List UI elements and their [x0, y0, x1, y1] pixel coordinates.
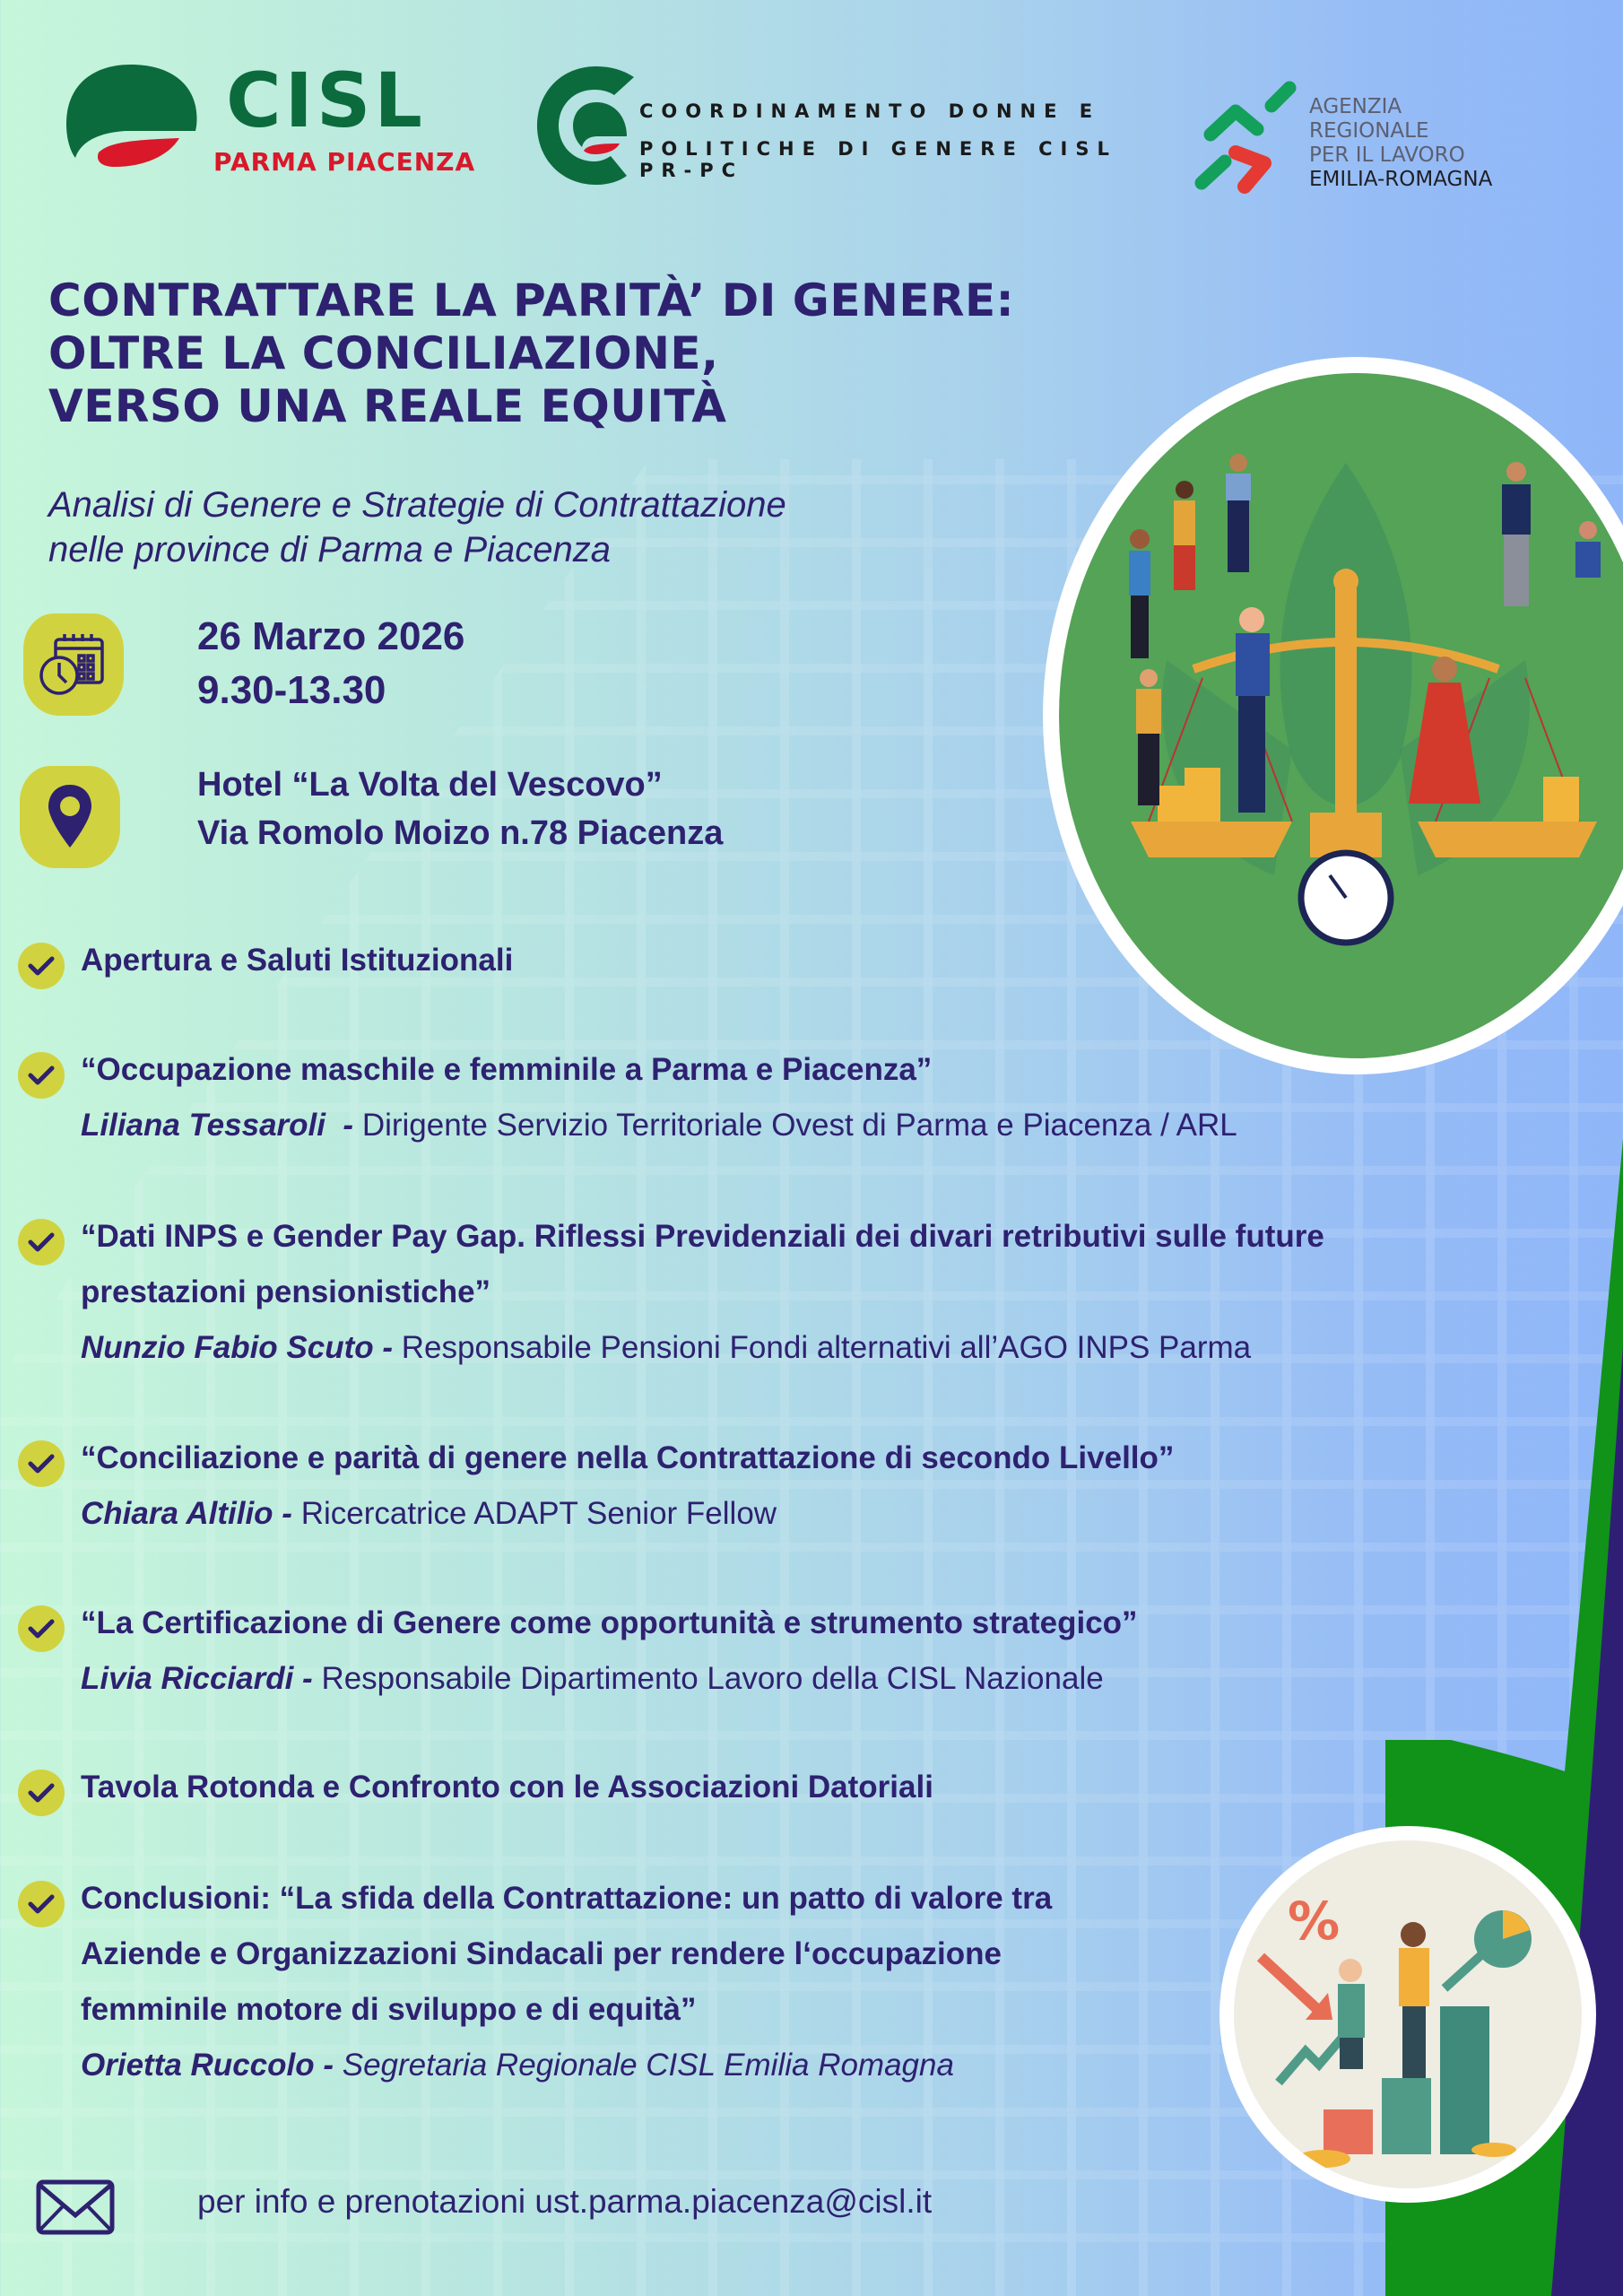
svg-text:%: % [1288, 1891, 1341, 1952]
check-icon [18, 1052, 65, 1099]
speaker-separator: - [373, 1330, 402, 1365]
check-icon [18, 1605, 65, 1652]
agenda-item-speaker [81, 1098, 1515, 1153]
agenda-item-body [81, 933, 1515, 988]
agenda-item-title: “Occupazione maschile e femminile a Parma e Piacenza” [81, 1052, 933, 1087]
cisl-wordmark: CISL [226, 57, 426, 144]
coordinamento-line-1: COORDINAMENTO DONNE E [639, 100, 1101, 122]
title-line-1: CONTRATTARE LA PARITÀ’ DI GENERE: [48, 274, 1015, 326]
speaker-name: Orietta Ruccolo [81, 2048, 315, 2083]
speaker-role: Ricercatrice ADAPT Senior Fellow [300, 1496, 777, 1531]
agenda-item-body [81, 1209, 1515, 1376]
agenda-item-title: “Conciliazione e parità di genere nella Contrattazione di secondo Livello” [81, 1440, 1175, 1475]
agenda-item-title-line-2: prestazioni pensionistiche” [81, 1274, 491, 1309]
coordinamento-line-2: POLITICHE DI GENERE CISL PR-PC [639, 138, 1117, 181]
speaker-name: Nunzio Fabio Scuto [81, 1330, 374, 1365]
title-line-3: VERSO UNA REALE EQUITÀ [48, 380, 727, 432]
speaker-separator: - [325, 1108, 362, 1143]
event-venue: Hotel “La Volta del Vescovo” [197, 766, 663, 804]
agenda-item-body [81, 1042, 1515, 1153]
subtitle-line-2: nelle province di Parma e Piacenza [48, 530, 612, 570]
agenda-item-body [81, 1760, 1515, 1815]
check-icon [18, 1219, 65, 1265]
map-pin-icon [20, 766, 120, 868]
speaker-name: Liliana Tessaroli [81, 1108, 325, 1143]
agenda-item-title-line-1: “Dati INPS e Gender Pay Gap. Riflessi Previdenziali dei divari retributivi sulle future [81, 1219, 1324, 1254]
agenda-item-title: Tavola Rotonda e Confronto con le Associazioni Datoriali [81, 1770, 933, 1805]
speaker-name: Livia Ricciardi [81, 1661, 294, 1696]
speaker-separator: - [273, 1496, 301, 1531]
coordinamento-emblem-icon [534, 63, 650, 188]
cisl-subtitle: PARMA PIACENZA [213, 147, 476, 177]
cisl-emblem-icon [63, 61, 199, 170]
event-location [197, 761, 723, 857]
agenda-item-title: “La Certificazione di Genere come opportunità e strumento strategico” [81, 1605, 1138, 1640]
event-time: 9.30-13.30 [197, 668, 386, 712]
calendar-clock-icon [23, 613, 124, 716]
agenda-item-title: Apertura e Saluti Istituzionali [81, 943, 514, 978]
speaker-separator: - [314, 2048, 343, 2083]
check-icon [18, 1770, 65, 1816]
speaker-role: Segretaria Regionale CISL Emilia Romagna [342, 2048, 954, 2083]
speaker-role: Responsabile Pensioni Fondi alternativi all’AGO INPS Parma [401, 1330, 1252, 1365]
agenda-item-body [81, 1431, 1515, 1542]
growth-illustration-frame [1219, 1826, 1596, 2203]
page-title [48, 274, 1014, 433]
agenda-item-title-line-3: femminile motore di sviluppo e di equità” [81, 1992, 697, 2027]
arl-line-3: PER IL LAVORO [1309, 144, 1465, 167]
check-icon [18, 1440, 65, 1487]
speaker-separator: - [293, 1661, 322, 1696]
subtitle-line-1: Analisi di Genere e Strategie di Contrattazione [48, 485, 786, 525]
arl-emilia-romagna-logo [1193, 79, 1569, 204]
arl-line-2: REGIONALE [1309, 119, 1429, 143]
contact-info[interactable]: per info e prenotazioni ust.parma.piacenza@cisl.it [197, 2183, 933, 2220]
agenda-item-speaker [81, 1651, 1515, 1707]
event-datetime [197, 610, 464, 718]
career-growth-illustration [1234, 1840, 1582, 2188]
event-date: 26 Marzo 2026 [197, 614, 465, 658]
title-line-2: OLTRE LA CONCILIAZIONE, [48, 327, 719, 379]
arl-line-1: AGENZIA [1309, 95, 1402, 118]
arl-text [1309, 95, 1492, 192]
event-address: Via Romolo Moizo n.78 Piacenza [197, 814, 724, 852]
agenda-item-speaker [81, 1486, 1515, 1542]
agenda-item-speaker [81, 1320, 1515, 1376]
speaker-name: Chiara Altilio [81, 1496, 273, 1531]
check-icon [18, 1881, 65, 1927]
agenda-item-body [81, 1596, 1515, 1707]
cisl-parma-piacenza-logo [63, 54, 493, 197]
agenda-item-title-line-2: Aziende e Organizzazioni Sindacali per rendere l‘occupazione [81, 1936, 1002, 1971]
speaker-role: Responsabile Dipartimento Lavoro della CISL Nazionale [321, 1661, 1104, 1696]
page-subtitle [48, 483, 786, 572]
envelope-icon [36, 2179, 115, 2235]
arl-runner-icon [1193, 79, 1300, 196]
speaker-role: Dirigente Servizio Territoriale Ovest di Parma e Piacenza / ARL [361, 1108, 1237, 1143]
coordinamento-donne-logo [534, 63, 1161, 197]
check-icon [18, 943, 65, 989]
arl-line-4: EMILIA-ROMAGNA [1309, 168, 1493, 191]
agenda-item-title-line-1: Conclusioni: “La sfida della Contrattazione: un patto di valore tra [81, 1881, 1053, 1916]
